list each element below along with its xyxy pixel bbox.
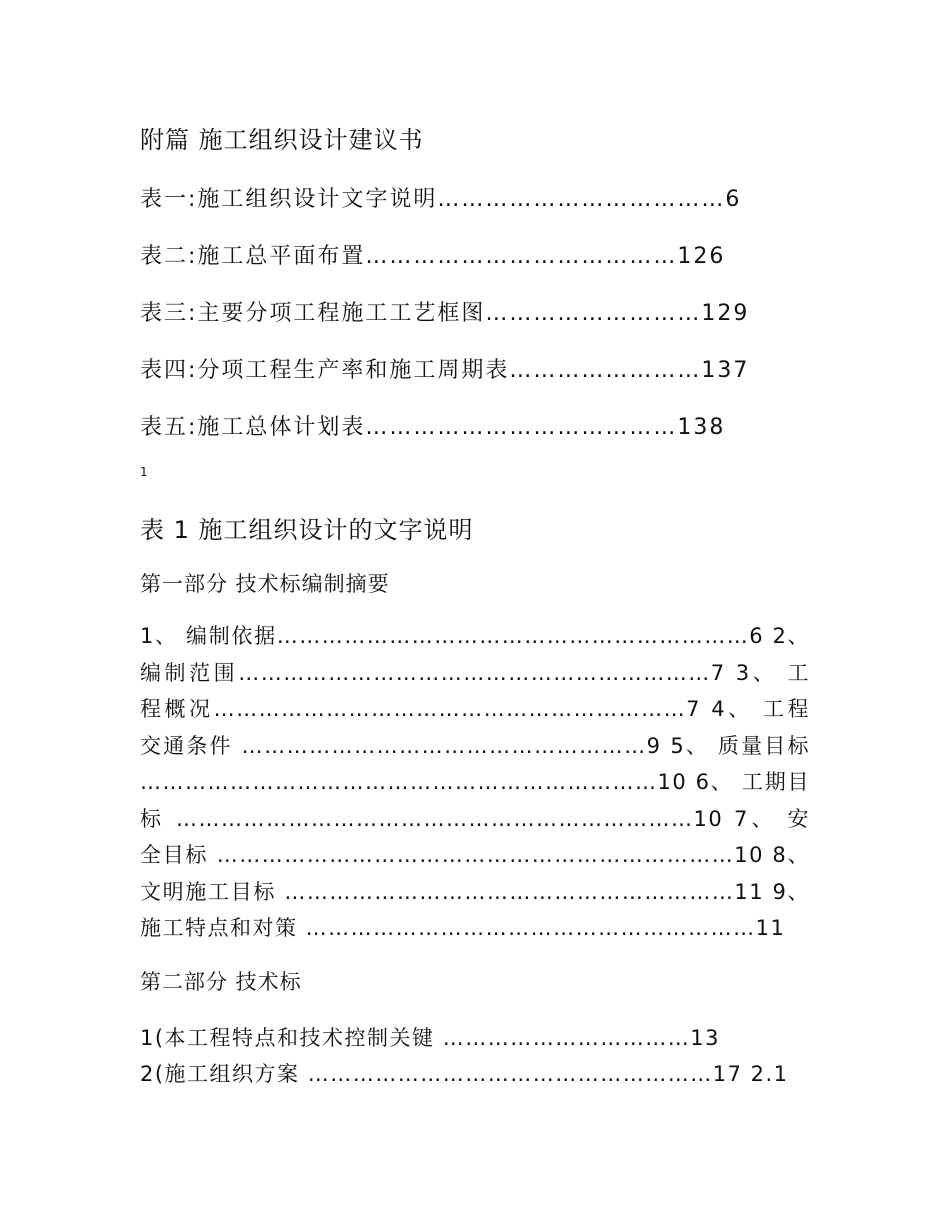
part1-toc-paragraph: 1、 编制依据………………………………………………………6 2、编制范围………………………………………………………7 3、 工程概况………………………………………………………7 4、 工程交通条件 ………………………………………………9 5、 质量目标 ……………………………………………………………10 6、 工期目标 ……………………………………………………………10 7、 安全目标 ……………………………………………………………10 8、 文明施工目标 ……………………………………………………11 9、 施工特点和对策 ……………………………………………………11 [140, 624, 810, 940]
toc-entry: 表五:施工总体计划表…………………………………138 [140, 415, 726, 440]
part2-toc-line: 1(本工程特点和技术控制关键 ……………………………13 [140, 1026, 720, 1050]
toc-entry: 表三:主要分项工程施工工艺框图………………………129 [140, 301, 750, 326]
table1-title: 表 1 施工组织设计的文字说明 [140, 516, 474, 544]
page-number: 1 [140, 465, 148, 479]
part2-toc-line: 2(施工组织方案 ………………………………………………17 2.1 [140, 1062, 789, 1086]
toc-entry: 表四:分项工程生产率和施工周期表……………………137 [140, 358, 750, 383]
appendix-title: 附篇 施工组织设计建议书 [140, 126, 424, 154]
toc-entry: 表一:施工组织设计文字说明………………………………6 [140, 187, 742, 212]
toc-entry: 表二:施工总平面布置…………………………………126 [140, 244, 726, 269]
part2-title: 第二部分 技术标 [140, 970, 302, 994]
part1-title: 第一部分 技术标编制摘要 [140, 572, 390, 596]
